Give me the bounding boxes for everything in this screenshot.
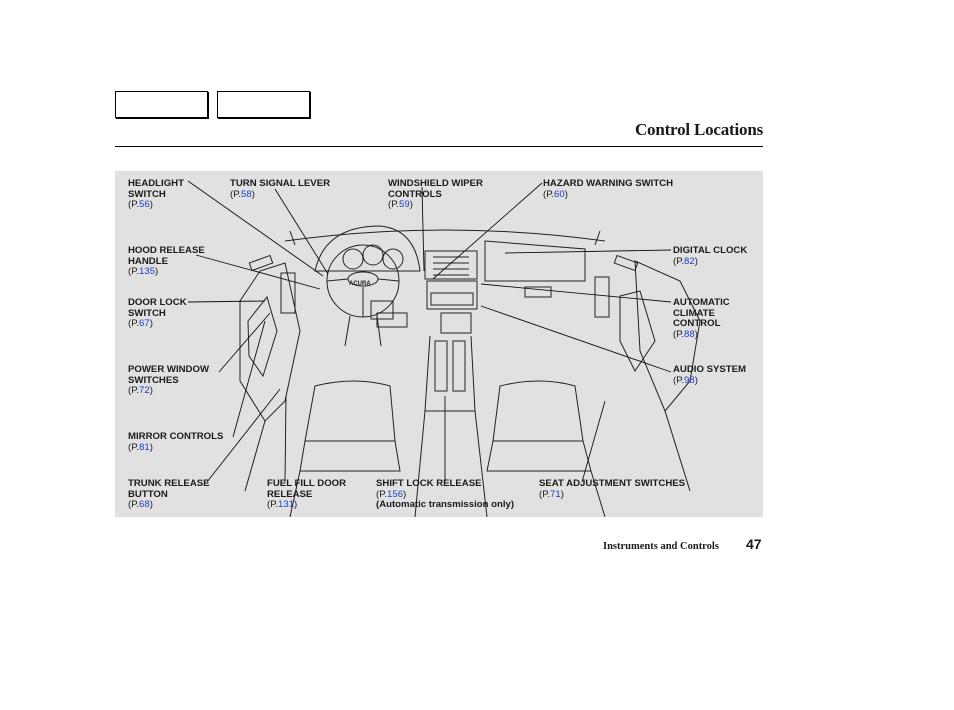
page-ref-link[interactable]: (P.71) bbox=[539, 488, 564, 500]
callout-digital-clock: DIGITAL CLOCK (P.82) bbox=[673, 245, 748, 267]
callout-note: (Automatic transmission only) bbox=[376, 499, 515, 510]
callout-windshield-wiper: WINDSHIELD WIPER CONTROLS (P.59) bbox=[388, 178, 483, 210]
footer-section-title: Instruments and Controls bbox=[603, 541, 719, 552]
callout-trunk-release: TRUNK RELEASE BUTTON (P.68) bbox=[128, 478, 210, 510]
callout-power-window: POWER WINDOW SWITCHES (P.72) bbox=[128, 364, 210, 396]
nav-main-menu-button[interactable] bbox=[115, 91, 208, 118]
page-ref-link[interactable]: (P.131) bbox=[267, 499, 298, 510]
callout-hazard-warning: HAZARD WARNING SWITCH (P.60) bbox=[543, 178, 674, 200]
page-ref-link[interactable]: (P.59) bbox=[388, 199, 413, 210]
nav-index-button[interactable] bbox=[217, 91, 310, 118]
callout-mirror-controls: MIRROR CONTROLS (P.81) bbox=[128, 431, 224, 453]
car-interior-illustration bbox=[115, 171, 763, 517]
acura-badge: ACURA bbox=[349, 281, 371, 287]
page-ref-link[interactable]: (P.135) bbox=[128, 266, 159, 277]
callout-fuel-fill-door: FUEL FILL DOOR RELEASE (P.131) bbox=[267, 478, 347, 510]
page-ref-link[interactable]: (P.98) bbox=[673, 374, 698, 386]
callout-climate-control: AUTOMATIC CLIMATE CONTROL (P.88) bbox=[673, 297, 730, 340]
page-title: Control Locations bbox=[634, 120, 763, 139]
callout-door-lock: DOOR LOCK SWITCH (P.67) bbox=[128, 297, 187, 329]
callout-seat-adjustment: SEAT ADJUSTMENT SWITCHES (P.71) bbox=[539, 478, 686, 500]
callout-audio-system: AUDIO SYSTEM (P.98) bbox=[673, 364, 747, 386]
page-ref-link[interactable]: (P.82) bbox=[673, 255, 698, 267]
page-number: 47 bbox=[746, 536, 762, 552]
callout-headlight-switch: HEADLIGHT SWITCH (P.56) bbox=[128, 178, 184, 210]
page-ref-link[interactable]: (P.60) bbox=[543, 188, 568, 200]
page-ref-link[interactable]: (P.72) bbox=[128, 385, 153, 396]
page-ref-link[interactable]: (P.56) bbox=[128, 199, 153, 210]
page-ref-link[interactable]: (P.68) bbox=[128, 499, 153, 510]
callout-turn-signal-lever: TURN SIGNAL LEVER (P.58) bbox=[230, 178, 331, 200]
page-ref-link[interactable]: (P.156) bbox=[376, 488, 407, 500]
page-ref-link[interactable]: (P.81) bbox=[128, 441, 153, 453]
callout-hood-release: HOOD RELEASE HANDLE (P.135) bbox=[128, 245, 205, 277]
callout-shift-lock-release: SHIFT LOCK RELEASE (P.156) (Automatic transmission only) bbox=[376, 478, 515, 510]
page-ref-link[interactable]: (P.67) bbox=[128, 318, 153, 329]
page-ref-link[interactable]: (P.88) bbox=[673, 328, 698, 340]
page-ref-link[interactable]: (P.58) bbox=[230, 188, 255, 200]
title-rule bbox=[115, 146, 763, 147]
